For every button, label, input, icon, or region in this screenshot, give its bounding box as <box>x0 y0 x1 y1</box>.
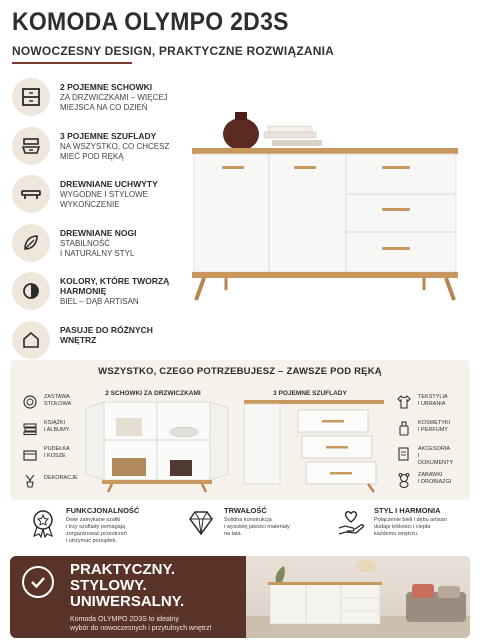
list-item-label: AKCESORIA <box>418 446 451 452</box>
medal-icon <box>28 508 58 538</box>
benefits-row <box>10 504 470 554</box>
dishes-icon <box>22 394 38 410</box>
list-item-label: KOSMETYKI <box>418 420 451 426</box>
benefit-desc <box>66 517 166 545</box>
drawers-caption: 3 POJEMNE SZUFLADY <box>273 390 347 397</box>
diamond-icon <box>186 508 216 538</box>
benefit-desc-line: i wysokiej jakości materiały <box>224 524 290 530</box>
storage-left-list <box>22 392 82 496</box>
sideboard-hero-image <box>186 104 464 304</box>
list-item-label: I PERFUMY <box>418 427 448 433</box>
list-item-label: I DROBIAZGI <box>418 479 452 485</box>
feature-title: DREWNIANE NOGI <box>60 227 137 238</box>
feature-title: 3 POJEMNE SZUFLADY <box>60 130 157 141</box>
shirt-icon <box>396 394 412 410</box>
documents-icon <box>396 446 412 462</box>
benefit-desc-line: dodaje lekkości i ciepła <box>374 524 431 530</box>
list-item-label: KSIĄŻKI <box>44 420 66 426</box>
banner-headline <box>70 562 184 610</box>
feature-title: DREWNIANE UCHWYTY <box>60 179 158 189</box>
cabinet-icon <box>12 78 50 116</box>
feature-title: WNĘTRZ <box>60 334 97 345</box>
list-item-label: I ALBUMY <box>44 427 70 433</box>
storage-panel <box>10 360 470 500</box>
banner-text-line: Komoda OLYMPO 2D3S to idealny <box>70 616 179 623</box>
list-item <box>396 444 456 470</box>
list-item <box>22 392 82 418</box>
books-decor <box>264 132 316 138</box>
feature-desc: NA WSZYSTKO, CO CHCESZ <box>60 141 170 151</box>
handle-icon <box>12 175 50 213</box>
benefit-desc-line: i trzy szuflady pomagają <box>66 524 125 530</box>
feature-desc: MIEJSCA NA CO DZIEŃ <box>60 103 148 112</box>
open-cabinet-image <box>82 400 232 494</box>
leaf-icon <box>12 224 50 262</box>
hand-heart-icon <box>336 508 366 538</box>
feature-desc: BIEL – DĄB ARTISAN <box>60 297 139 306</box>
feature-item <box>12 224 202 273</box>
benefit-desc-line: Dwie zamykane szafki <box>66 517 121 523</box>
promo-banner <box>10 556 470 638</box>
benefit-desc-line: Połączenie bieli i dębu artisan <box>374 517 447 523</box>
benefit-desc-line: każdemu wnętrzu. <box>374 531 419 537</box>
feature-desc: I NATURALNY STYL <box>60 248 135 258</box>
title-divider <box>12 62 132 64</box>
page-title: KOMODA OLYMPO 2D3S <box>12 8 289 36</box>
feature-list <box>12 78 202 369</box>
page-subtitle: NOWOCZESNY DESIGN, PRAKTYCZNE ROZWIĄZANIA <box>12 44 334 58</box>
banner-headline-line: STYLOWY. <box>70 577 147 594</box>
list-item-label: STOŁOWA <box>44 401 72 407</box>
books-icon <box>22 420 38 436</box>
feature-item <box>12 175 202 224</box>
feature-title: KOLORY, KTÓRE TWORZĄ <box>60 276 170 286</box>
list-item-label: I DOKUMENTY <box>418 453 454 466</box>
benefit-title: TRWAŁOŚĆ <box>224 506 267 515</box>
teddy-icon <box>396 472 412 488</box>
oak-top <box>192 148 458 154</box>
list-item <box>396 392 456 418</box>
list-item-label: I UBRANIA <box>418 401 446 407</box>
feature-desc: STABILNOŚĆ <box>60 238 111 248</box>
list-item <box>22 444 82 470</box>
list-item-label: DEKORACJE <box>44 475 78 481</box>
room-image <box>246 556 470 638</box>
feature-desc: MIEĆ POD RĘKĄ <box>60 151 124 161</box>
benefit-item <box>336 504 470 554</box>
benefit-desc <box>224 517 324 538</box>
list-item-label: TEKSTYLIA <box>418 394 448 400</box>
color-half-icon <box>12 272 50 310</box>
plant-icon <box>22 472 38 488</box>
benefit-desc-line: zorganizować przestrzeń <box>66 531 127 537</box>
benefit-desc <box>374 517 474 538</box>
list-item <box>22 418 82 444</box>
banner-text-line: wybór do nowoczesnych i przytulnych wnętrz! <box>70 625 212 632</box>
feature-item <box>12 78 202 127</box>
feature-desc: WYKOŃCZENIE <box>60 200 120 209</box>
list-item-label: PUDEŁKA <box>44 446 70 452</box>
house-icon <box>12 321 50 359</box>
check-icon <box>22 566 54 598</box>
storage-title: WSZYSTKO, CZEGO POTRZEBUJESZ – ZAWSZE POD RĘKĄ <box>98 366 382 377</box>
boxes-icon <box>22 446 38 462</box>
list-item <box>22 470 82 496</box>
benefit-desc-line: Solidna konstrukcja <box>224 517 272 523</box>
feature-item <box>12 272 202 321</box>
feature-item <box>12 127 202 176</box>
list-item-label: I KOSZE <box>44 453 66 459</box>
benefit-desc-line: i utrzymać porządek. <box>66 538 117 544</box>
benefit-title: STYL I HARMONIA <box>374 506 441 515</box>
feature-title: HARMONIĘ <box>60 286 107 296</box>
list-item <box>396 470 456 496</box>
sideboard-body <box>194 154 456 272</box>
storage-right-list <box>396 392 456 496</box>
benefit-item <box>186 504 326 554</box>
open-drawers-image <box>242 400 392 494</box>
banner-text <box>70 615 240 633</box>
perfume-icon <box>396 420 412 436</box>
feature-desc: WYGODNE I STYLOWE <box>60 190 149 199</box>
feature-title: 2 POJEMNE SCHOWKI <box>60 82 153 92</box>
benefit-desc-line: na lata. <box>224 531 243 537</box>
benefit-title: FUNKCJONALNOŚĆ <box>66 506 140 515</box>
doors-caption: 2 SCHOWKI ZA DRZWICZKAMI <box>105 390 201 397</box>
list-item-label: ZABAWKI <box>418 472 443 478</box>
benefit-item <box>28 504 178 554</box>
feature-desc: ZA DRZWICZKAMI – WIĘCEJ <box>60 93 168 102</box>
banner-headline-line: UNIWERSALNY. <box>70 593 185 610</box>
list-item <box>396 418 456 444</box>
list-item-label: ZASTAWA <box>44 394 70 400</box>
drawers-icon <box>12 127 50 165</box>
banner-headline-line: PRAKTYCZNY. <box>70 561 176 578</box>
vase-decor <box>223 118 259 150</box>
feature-title: PASUJE DO RÓŻNYCH <box>60 324 153 335</box>
